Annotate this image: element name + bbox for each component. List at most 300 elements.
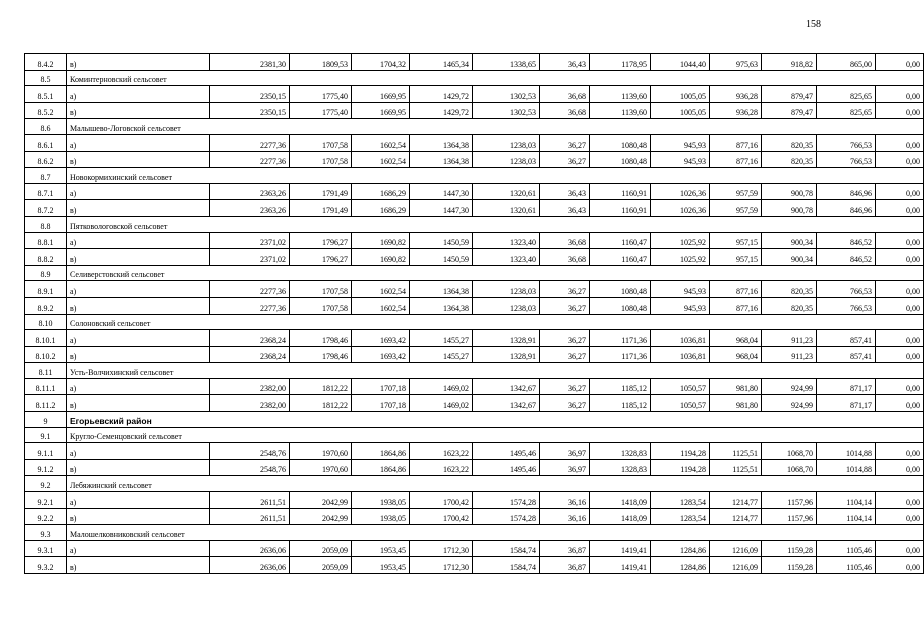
row-code: 8.9.1	[25, 281, 67, 298]
value-cell: 2363,26	[210, 200, 290, 217]
row-code: 8.10.1	[25, 330, 67, 347]
row-variant: в)	[67, 200, 210, 217]
value-cell: 2277,36	[210, 151, 290, 168]
value-cell: 1864,86	[352, 443, 410, 460]
row-code: 9.2.2	[25, 508, 67, 525]
value-cell: 846,52	[817, 232, 876, 249]
value-cell: 2381,30	[210, 54, 290, 71]
row-code: 9.3	[25, 525, 67, 541]
row-variant: а)	[67, 134, 210, 151]
row-code: 9	[25, 412, 67, 428]
value-cell: 1284,86	[651, 557, 710, 574]
value-cell: 2548,76	[210, 459, 290, 476]
value-cell: 1429,72	[410, 86, 473, 103]
value-cell: 1238,03	[473, 134, 540, 151]
value-cell: 1157,96	[762, 492, 817, 509]
value-cell: 846,96	[817, 183, 876, 200]
value-cell: 1080,48	[590, 151, 651, 168]
value-cell: 936,28	[710, 102, 762, 119]
value-cell: 2363,26	[210, 183, 290, 200]
value-cell: 1026,36	[651, 200, 710, 217]
section-title: Малошелковниковский сельсовет	[67, 525, 924, 541]
row-code: 9.3.1	[25, 540, 67, 557]
value-cell: 1104,14	[817, 492, 876, 509]
value-cell: 2350,15	[210, 86, 290, 103]
value-cell: 865,00	[817, 54, 876, 71]
row-variant: в)	[67, 395, 210, 412]
value-cell: 0,00	[876, 249, 924, 266]
value-cell: 1953,45	[352, 540, 410, 557]
value-cell: 968,04	[710, 330, 762, 347]
value-cell: 2371,02	[210, 249, 290, 266]
section-title: Новокормихинский сельсовет	[67, 168, 924, 184]
section-header-row	[25, 168, 924, 184]
value-cell: 1160,91	[590, 200, 651, 217]
value-cell: 2382,00	[210, 395, 290, 412]
value-cell: 846,96	[817, 200, 876, 217]
value-cell: 1342,67	[473, 378, 540, 395]
section-title: Усть-Волчихинский сельсовет	[67, 363, 924, 379]
table-row	[25, 183, 924, 200]
value-cell: 1690,82	[352, 249, 410, 266]
value-cell: 2548,76	[210, 443, 290, 460]
value-cell: 1194,28	[651, 459, 710, 476]
section-title: Кругло-Семенцовский сельсовет	[67, 427, 924, 443]
value-cell: 1707,58	[290, 281, 352, 298]
value-cell: 1798,46	[290, 330, 352, 347]
value-cell: 1323,40	[473, 232, 540, 249]
value-cell: 0,00	[876, 102, 924, 119]
table-row	[25, 378, 924, 395]
value-cell: 0,00	[876, 200, 924, 217]
value-cell: 924,99	[762, 378, 817, 395]
table-row	[25, 86, 924, 103]
row-code: 8.11.2	[25, 395, 67, 412]
value-cell: 857,41	[817, 346, 876, 363]
value-cell: 1584,74	[473, 557, 540, 574]
row-code: 8.8	[25, 216, 67, 232]
value-cell: 1704,32	[352, 54, 410, 71]
section-header-row	[25, 70, 924, 86]
value-cell: 957,15	[710, 249, 762, 266]
value-cell: 0,00	[876, 540, 924, 557]
value-cell: 1584,74	[473, 540, 540, 557]
value-cell: 1798,46	[290, 346, 352, 363]
value-cell: 1623,22	[410, 443, 473, 460]
value-cell: 2059,09	[290, 540, 352, 557]
value-cell: 2636,06	[210, 540, 290, 557]
table-row	[25, 232, 924, 249]
row-code: 8.4.2	[25, 54, 67, 71]
value-cell: 1014,88	[817, 443, 876, 460]
value-cell: 825,65	[817, 86, 876, 103]
value-cell: 2042,99	[290, 492, 352, 509]
row-code: 8.6.2	[25, 151, 67, 168]
value-cell: 1364,38	[410, 151, 473, 168]
value-cell: 36,68	[540, 102, 590, 119]
value-cell: 1025,92	[651, 249, 710, 266]
row-variant: а)	[67, 492, 210, 509]
value-cell: 1178,95	[590, 54, 651, 71]
value-cell: 957,59	[710, 183, 762, 200]
row-code: 9.2.1	[25, 492, 67, 509]
value-cell: 1080,48	[590, 297, 651, 314]
value-cell: 36,43	[540, 183, 590, 200]
value-cell: 0,00	[876, 508, 924, 525]
value-cell: 1574,28	[473, 508, 540, 525]
section-title: Солоновский сельсовет	[67, 314, 924, 330]
row-variant: в)	[67, 508, 210, 525]
value-cell: 1669,95	[352, 86, 410, 103]
value-cell: 1970,60	[290, 459, 352, 476]
value-cell: 1014,88	[817, 459, 876, 476]
value-cell: 1418,09	[590, 492, 651, 509]
row-code: 8.5	[25, 70, 67, 86]
row-code: 8.11	[25, 363, 67, 379]
section-header-row	[25, 363, 924, 379]
table-row	[25, 557, 924, 574]
value-cell: 1080,48	[590, 134, 651, 151]
value-cell: 1686,29	[352, 200, 410, 217]
value-cell: 1139,60	[590, 86, 651, 103]
value-cell: 36,27	[540, 346, 590, 363]
value-cell: 2277,36	[210, 297, 290, 314]
value-cell: 945,93	[651, 134, 710, 151]
value-cell: 1216,09	[710, 540, 762, 557]
value-cell: 945,93	[651, 281, 710, 298]
section-header-row	[25, 476, 924, 492]
value-cell: 1419,41	[590, 557, 651, 574]
value-cell: 957,59	[710, 200, 762, 217]
value-cell: 1970,60	[290, 443, 352, 460]
value-cell: 1707,58	[290, 151, 352, 168]
value-cell: 900,34	[762, 232, 817, 249]
value-cell: 2368,24	[210, 330, 290, 347]
table-row	[25, 297, 924, 314]
value-cell: 0,00	[876, 459, 924, 476]
value-cell: 36,68	[540, 86, 590, 103]
value-cell: 0,00	[876, 557, 924, 574]
value-cell: 36,27	[540, 134, 590, 151]
row-variant: а)	[67, 86, 210, 103]
value-cell: 36,27	[540, 281, 590, 298]
row-code: 8.7.1	[25, 183, 67, 200]
value-cell: 1775,40	[290, 86, 352, 103]
value-cell: 911,23	[762, 346, 817, 363]
value-cell: 36,27	[540, 297, 590, 314]
value-cell: 1690,82	[352, 232, 410, 249]
value-cell: 2042,99	[290, 508, 352, 525]
value-cell: 0,00	[876, 330, 924, 347]
value-cell: 1447,30	[410, 200, 473, 217]
row-code: 8.7.2	[25, 200, 67, 217]
value-cell: 1342,67	[473, 395, 540, 412]
value-cell: 0,00	[876, 86, 924, 103]
value-cell: 1707,58	[290, 297, 352, 314]
value-cell: 1185,12	[590, 395, 651, 412]
value-cell: 1712,30	[410, 557, 473, 574]
value-cell: 1159,28	[762, 540, 817, 557]
table-row	[25, 200, 924, 217]
value-cell: 36,16	[540, 492, 590, 509]
row-code: 8.5.2	[25, 102, 67, 119]
value-cell: 1429,72	[410, 102, 473, 119]
district-header-row	[25, 412, 924, 428]
value-cell: 1214,77	[710, 492, 762, 509]
value-cell: 936,28	[710, 86, 762, 103]
table-row	[25, 134, 924, 151]
value-cell: 1469,02	[410, 378, 473, 395]
value-cell: 1791,49	[290, 183, 352, 200]
value-cell: 1160,47	[590, 232, 651, 249]
table-row	[25, 459, 924, 476]
value-cell: 1364,38	[410, 297, 473, 314]
value-cell: 1320,61	[473, 183, 540, 200]
value-cell: 36,87	[540, 557, 590, 574]
value-cell: 36,97	[540, 459, 590, 476]
value-cell: 2371,02	[210, 232, 290, 249]
value-cell: 2368,24	[210, 346, 290, 363]
row-variant: а)	[67, 183, 210, 200]
tariff-table	[24, 53, 924, 574]
value-cell: 918,82	[762, 54, 817, 71]
value-cell: 945,93	[651, 297, 710, 314]
value-cell: 957,15	[710, 232, 762, 249]
value-cell: 1139,60	[590, 102, 651, 119]
value-cell: 1171,36	[590, 330, 651, 347]
table-row	[25, 508, 924, 525]
value-cell: 2611,51	[210, 492, 290, 509]
value-cell: 900,78	[762, 200, 817, 217]
value-cell: 2636,06	[210, 557, 290, 574]
table-row	[25, 492, 924, 509]
row-variant: а)	[67, 281, 210, 298]
value-cell: 1328,83	[590, 443, 651, 460]
value-cell: 1495,46	[473, 459, 540, 476]
row-variant: в)	[67, 102, 210, 119]
value-cell: 1328,91	[473, 330, 540, 347]
value-cell: 1450,59	[410, 232, 473, 249]
value-cell: 1364,38	[410, 134, 473, 151]
value-cell: 1216,09	[710, 557, 762, 574]
value-cell: 1328,91	[473, 346, 540, 363]
value-cell: 1812,22	[290, 395, 352, 412]
value-cell: 0,00	[876, 378, 924, 395]
table-row	[25, 54, 924, 71]
table-row	[25, 443, 924, 460]
value-cell: 1700,42	[410, 508, 473, 525]
value-cell: 2277,36	[210, 281, 290, 298]
row-variant: а)	[67, 540, 210, 557]
value-cell: 1447,30	[410, 183, 473, 200]
value-cell: 1160,91	[590, 183, 651, 200]
value-cell: 1623,22	[410, 459, 473, 476]
value-cell: 0,00	[876, 395, 924, 412]
value-cell: 825,65	[817, 102, 876, 119]
value-cell: 1068,70	[762, 459, 817, 476]
value-cell: 0,00	[876, 183, 924, 200]
row-code: 9.1	[25, 427, 67, 443]
value-cell: 1194,28	[651, 443, 710, 460]
value-cell: 1686,29	[352, 183, 410, 200]
value-cell: 1712,30	[410, 540, 473, 557]
row-variant: в)	[67, 459, 210, 476]
value-cell: 2611,51	[210, 508, 290, 525]
section-header-row	[25, 119, 924, 135]
value-cell: 877,16	[710, 297, 762, 314]
value-cell: 766,53	[817, 151, 876, 168]
value-cell: 36,87	[540, 540, 590, 557]
value-cell: 877,16	[710, 134, 762, 151]
value-cell: 36,27	[540, 330, 590, 347]
value-cell: 766,53	[817, 281, 876, 298]
value-cell: 1005,05	[651, 86, 710, 103]
value-cell: 879,47	[762, 86, 817, 103]
value-cell: 2382,00	[210, 378, 290, 395]
value-cell: 1044,40	[651, 54, 710, 71]
value-cell: 1159,28	[762, 557, 817, 574]
row-code: 8.6.1	[25, 134, 67, 151]
section-title: Коминтерновский сельсовет	[67, 70, 924, 86]
value-cell: 1938,05	[352, 492, 410, 509]
value-cell: 1302,53	[473, 102, 540, 119]
section-title: Селиверстовский сельсовет	[67, 265, 924, 281]
row-code: 9.3.2	[25, 557, 67, 574]
value-cell: 0,00	[876, 232, 924, 249]
value-cell: 1160,47	[590, 249, 651, 266]
value-cell: 1602,54	[352, 297, 410, 314]
value-cell: 1707,18	[352, 378, 410, 395]
table-row	[25, 281, 924, 298]
value-cell: 0,00	[876, 492, 924, 509]
value-cell: 968,04	[710, 346, 762, 363]
row-code: 9.2	[25, 476, 67, 492]
table-body	[25, 54, 924, 574]
table-row	[25, 540, 924, 557]
value-cell: 1693,42	[352, 346, 410, 363]
value-cell: 1775,40	[290, 102, 352, 119]
value-cell: 846,52	[817, 249, 876, 266]
value-cell: 1025,92	[651, 232, 710, 249]
value-cell: 1338,65	[473, 54, 540, 71]
value-cell: 0,00	[876, 134, 924, 151]
row-code: 8.5.1	[25, 86, 67, 103]
value-cell: 1185,12	[590, 378, 651, 395]
value-cell: 1050,57	[651, 378, 710, 395]
value-cell: 981,80	[710, 378, 762, 395]
value-cell: 1364,38	[410, 281, 473, 298]
value-cell: 911,23	[762, 330, 817, 347]
value-cell: 1707,58	[290, 134, 352, 151]
row-variant: в)	[67, 249, 210, 266]
value-cell: 879,47	[762, 102, 817, 119]
value-cell: 1812,22	[290, 378, 352, 395]
section-header-row	[25, 216, 924, 232]
value-cell: 1693,42	[352, 330, 410, 347]
section-header-row	[25, 265, 924, 281]
value-cell: 2350,15	[210, 102, 290, 119]
value-cell: 1419,41	[590, 540, 651, 557]
value-cell: 0,00	[876, 297, 924, 314]
value-cell: 1791,49	[290, 200, 352, 217]
value-cell: 1707,18	[352, 395, 410, 412]
row-code: 8.6	[25, 119, 67, 135]
row-variant: а)	[67, 378, 210, 395]
value-cell: 1238,03	[473, 151, 540, 168]
value-cell: 0,00	[876, 281, 924, 298]
row-variant: в)	[67, 346, 210, 363]
value-cell: 1302,53	[473, 86, 540, 103]
value-cell: 1323,40	[473, 249, 540, 266]
value-cell: 2277,36	[210, 134, 290, 151]
value-cell: 900,34	[762, 249, 817, 266]
table-row	[25, 330, 924, 347]
table-row	[25, 102, 924, 119]
row-code: 8.8.1	[25, 232, 67, 249]
value-cell: 871,17	[817, 378, 876, 395]
value-cell: 1469,02	[410, 395, 473, 412]
value-cell: 1450,59	[410, 249, 473, 266]
value-cell: 1105,46	[817, 540, 876, 557]
value-cell: 975,63	[710, 54, 762, 71]
value-cell: 766,53	[817, 134, 876, 151]
value-cell: 36,43	[540, 54, 590, 71]
value-cell: 1080,48	[590, 281, 651, 298]
table-row	[25, 395, 924, 412]
row-variant: а)	[67, 330, 210, 347]
row-variant: в)	[67, 54, 210, 71]
row-code: 8.11.1	[25, 378, 67, 395]
value-cell: 1283,54	[651, 508, 710, 525]
value-cell: 1796,27	[290, 232, 352, 249]
value-cell: 1026,36	[651, 183, 710, 200]
value-cell: 1455,27	[410, 330, 473, 347]
value-cell: 1938,05	[352, 508, 410, 525]
value-cell: 1214,77	[710, 508, 762, 525]
row-code: 8.9.2	[25, 297, 67, 314]
value-cell: 1796,27	[290, 249, 352, 266]
row-code: 8.8.2	[25, 249, 67, 266]
value-cell: 1953,45	[352, 557, 410, 574]
value-cell: 1050,57	[651, 395, 710, 412]
value-cell: 1125,51	[710, 443, 762, 460]
value-cell: 981,80	[710, 395, 762, 412]
value-cell: 1157,96	[762, 508, 817, 525]
value-cell: 1125,51	[710, 459, 762, 476]
value-cell: 1602,54	[352, 281, 410, 298]
value-cell: 0,00	[876, 346, 924, 363]
row-code: 9.1.2	[25, 459, 67, 476]
value-cell: 0,00	[876, 151, 924, 168]
section-header-row	[25, 314, 924, 330]
table-row	[25, 151, 924, 168]
value-cell: 36,68	[540, 232, 590, 249]
value-cell: 1036,81	[651, 346, 710, 363]
value-cell: 0,00	[876, 443, 924, 460]
value-cell: 1283,54	[651, 492, 710, 509]
value-cell: 1455,27	[410, 346, 473, 363]
row-variant: а)	[67, 232, 210, 249]
value-cell: 1809,53	[290, 54, 352, 71]
row-code: 8.7	[25, 168, 67, 184]
table-row	[25, 346, 924, 363]
value-cell: 1005,05	[651, 102, 710, 119]
value-cell: 820,35	[762, 134, 817, 151]
value-cell: 1602,54	[352, 151, 410, 168]
value-cell: 820,35	[762, 281, 817, 298]
value-cell: 877,16	[710, 151, 762, 168]
value-cell: 1465,34	[410, 54, 473, 71]
